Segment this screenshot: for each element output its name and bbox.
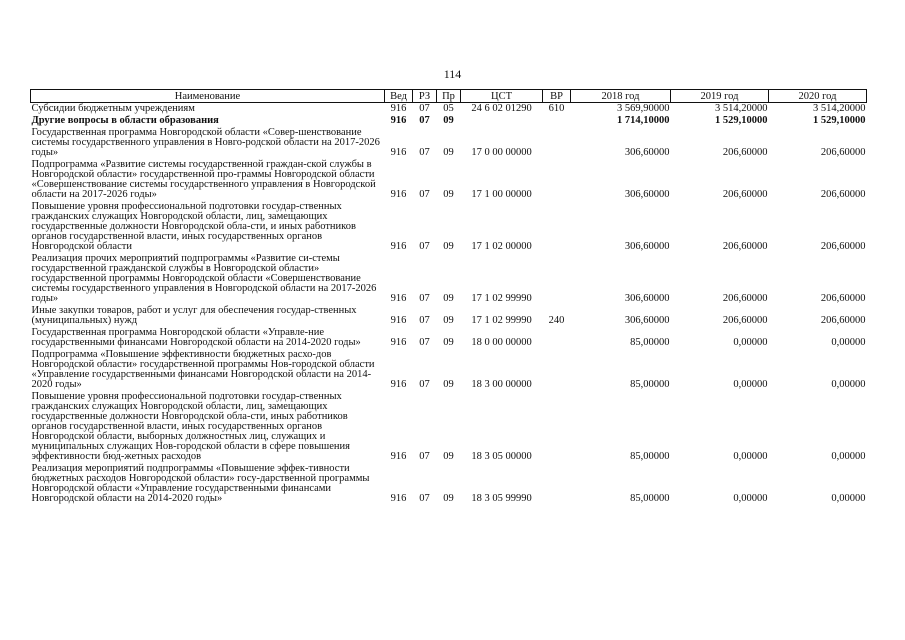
cell-ved: 916 [390,147,407,158]
table-row [31,305,867,327]
table-row [31,463,867,505]
cell-cst: 17 1 02 00000 [471,241,532,252]
cell-2018: 85,00000 [630,379,670,390]
cell-cst: 17 1 00 00000 [471,189,532,200]
table-row [31,201,867,253]
cell-2019: 0,00000 [733,493,768,504]
cell-ved: 916 [390,337,407,348]
cell-ved: 916 [390,493,407,504]
cell-rz: 07 [419,493,430,504]
cell-2019: 0,00000 [733,337,768,348]
cell-cst: 18 3 00 00000 [471,379,532,390]
cell-2020: 206,60000 [820,147,866,158]
cell-rz: 07 [419,379,430,390]
cell-2020: 0,00000 [831,451,866,462]
cell-cst: 18 3 05 00000 [471,451,532,462]
cell-name: Другие вопросы в области образования [31,115,219,126]
cell-2019: 0,00000 [733,451,768,462]
cell-ved: 916 [390,241,407,252]
cell-pr: 09 [443,337,454,348]
cell-rz: 07 [419,337,430,348]
cell-2020: 3 514,20000 [813,103,866,114]
cell-cst [461,115,543,127]
cell-cst: 17 1 02 99990 [471,293,532,304]
cell-2018: 3 569,90000 [617,103,670,114]
cell-2019: 0,00000 [733,379,768,390]
cell-pr: 09 [443,315,454,326]
table-row [31,159,867,201]
cell-ved: 916 [390,189,407,200]
cell-2019: 206,60000 [722,293,768,304]
table-row [31,349,867,391]
cell-pr: 09 [443,189,454,200]
cell-vr [543,391,571,463]
cell-vr: 610 [548,103,565,114]
header-2019: 2019 год [671,90,769,103]
cell-pr: 05 [443,103,454,114]
cell-ved: 916 [390,103,407,114]
cell-2018: 85,00000 [630,493,670,504]
cell-2020: 0,00000 [831,493,866,504]
cell-vr [543,463,571,505]
cell-vr [543,349,571,391]
cell-2020: 206,60000 [820,315,866,326]
cell-ved: 916 [390,293,407,304]
cell-vr [543,253,571,305]
table-row [31,253,867,305]
table-body [31,103,867,506]
cell-2019: 206,60000 [722,189,768,200]
cell-2018: 306,60000 [624,189,670,200]
cell-pr: 09 [443,293,454,304]
cell-2018: 1 714,10000 [617,115,670,126]
cell-rz: 07 [419,315,430,326]
cell-2020: 1 529,10000 [813,115,866,126]
cell-pr: 09 [443,379,454,390]
cell-name: Государственная программа Новгородской области «Управле-ние государственными финансами Новгородской области на 2014-2020 годы» [31,327,361,348]
cell-name: Подпрограмма «Повышение эффективности бюджетных расхо-дов Новгородской области» государственной программы Нов-городской области «Управление государственными финансами Новгородской области на 2014-2020 годы» [31,349,375,390]
cell-vr [543,159,571,201]
cell-2020: 0,00000 [831,379,866,390]
cell-2019: 206,60000 [722,315,768,326]
cell-name: Реализация прочих мероприятий подпрограммы «Развитие си-стемы государственной гражданской службы в Новгородской области» государственной программы Новгородской области «Совершенствование системы государственного управления в Новгородской области на 2017-2026 годы» [31,253,377,304]
header-2018: 2018 год [571,90,671,103]
cell-ved: 916 [390,115,407,126]
header-ved: Вед [385,90,413,103]
cell-pr: 09 [443,493,454,504]
cell-rz: 07 [419,103,430,114]
cell-rz: 07 [419,115,430,126]
cell-name: Государственная программа Новгородской области «Совер-шенствование системы государственного управления в Новго-родской области на 2017-2026 годы» [31,127,380,158]
table-row [31,103,867,116]
cell-vr [543,127,571,159]
cell-vr: 240 [548,315,565,326]
cell-2018: 85,00000 [630,337,670,348]
header-rz: РЗ [413,90,437,103]
cell-2019: 1 529,10000 [715,115,768,126]
cell-ved: 916 [390,379,407,390]
cell-2020: 206,60000 [820,293,866,304]
cell-2019: 206,60000 [722,241,768,252]
cell-rz: 07 [419,189,430,200]
cell-name: Повышение уровня профессиональной подготовки государ-ственных гражданских служащих Новгородской области, лиц, замещающих государственные должности Новгородской обла-сти, иных работников органов государственной власти, иных государственных органов Новгородской области, выборных должностных лиц, служащих и муниципальных служащих Нов-городской области в сфере повышения эффективности бюд-жетных расходов [31,391,350,462]
cell-ved: 916 [390,315,407,326]
cell-2018: 306,60000 [624,241,670,252]
cell-vr [543,327,571,349]
cell-name: Субсидии бюджетным учреждениям [31,103,195,114]
header-2020: 2020 год [769,90,867,103]
budget-table [30,89,867,505]
cell-cst: 18 0 00 00000 [471,337,532,348]
cell-2018: 306,60000 [624,147,670,158]
cell-2020: 206,60000 [820,189,866,200]
cell-cst: 18 3 05 99990 [471,493,532,504]
cell-2018: 306,60000 [624,315,670,326]
header-cst: ЦСТ [461,90,543,103]
cell-2019: 206,60000 [722,147,768,158]
cell-2019: 3 514,20000 [715,103,768,114]
header-vr: ВР [543,90,571,103]
table-row [31,391,867,463]
cell-ved: 916 [390,451,407,462]
table-header-row [31,90,867,103]
cell-vr [543,115,571,127]
page-number: 114 [443,67,462,81]
cell-name: Подпрограмма «Развитие системы государственной граждан-ской службы в Новгородской области» государственной про-граммы Новгородской области «Совершенствование системы государственного управления в Новгородской области на 2017-2026 годы» [31,159,376,200]
header-pr: Пр [437,90,461,103]
cell-2018: 85,00000 [630,451,670,462]
cell-pr: 09 [443,241,454,252]
cell-2020: 0,00000 [831,337,866,348]
cell-name: Иные закупки товаров, работ и услуг для обеспечения государ-ственных (муниципальных) нужд [31,305,357,326]
cell-rz: 07 [419,241,430,252]
cell-rz: 07 [419,451,430,462]
table-row [31,115,867,127]
cell-pr: 09 [443,147,454,158]
table-row [31,127,867,159]
cell-2018: 306,60000 [624,293,670,304]
cell-name: Реализация мероприятий подпрограммы «Повышение эффек-тивности бюджетных расходов Новгородской области» госу-дарственной программы Новгородской области «Управление государственными финансами Новгородской области на 2014-2020 годы» [31,463,370,504]
cell-cst: 17 0 00 00000 [471,147,532,158]
cell-cst: 24 6 02 01290 [471,103,532,114]
header-name: Наименование [31,90,385,103]
cell-2020: 206,60000 [820,241,866,252]
cell-rz: 07 [419,147,430,158]
table-row [31,327,867,349]
cell-name: Повышение уровня профессиональной подготовки государ-ственных гражданских служащих Новгородской области, лиц, замещающих государственные должности Новгородской обла-сти, и иных работников органов государственной власти, иных государственных органов Новгородской области [31,201,356,252]
cell-pr: 09 [443,451,454,462]
cell-cst: 17 1 02 99990 [471,315,532,326]
cell-vr [543,201,571,253]
cell-rz: 07 [419,293,430,304]
cell-pr: 09 [443,115,454,126]
